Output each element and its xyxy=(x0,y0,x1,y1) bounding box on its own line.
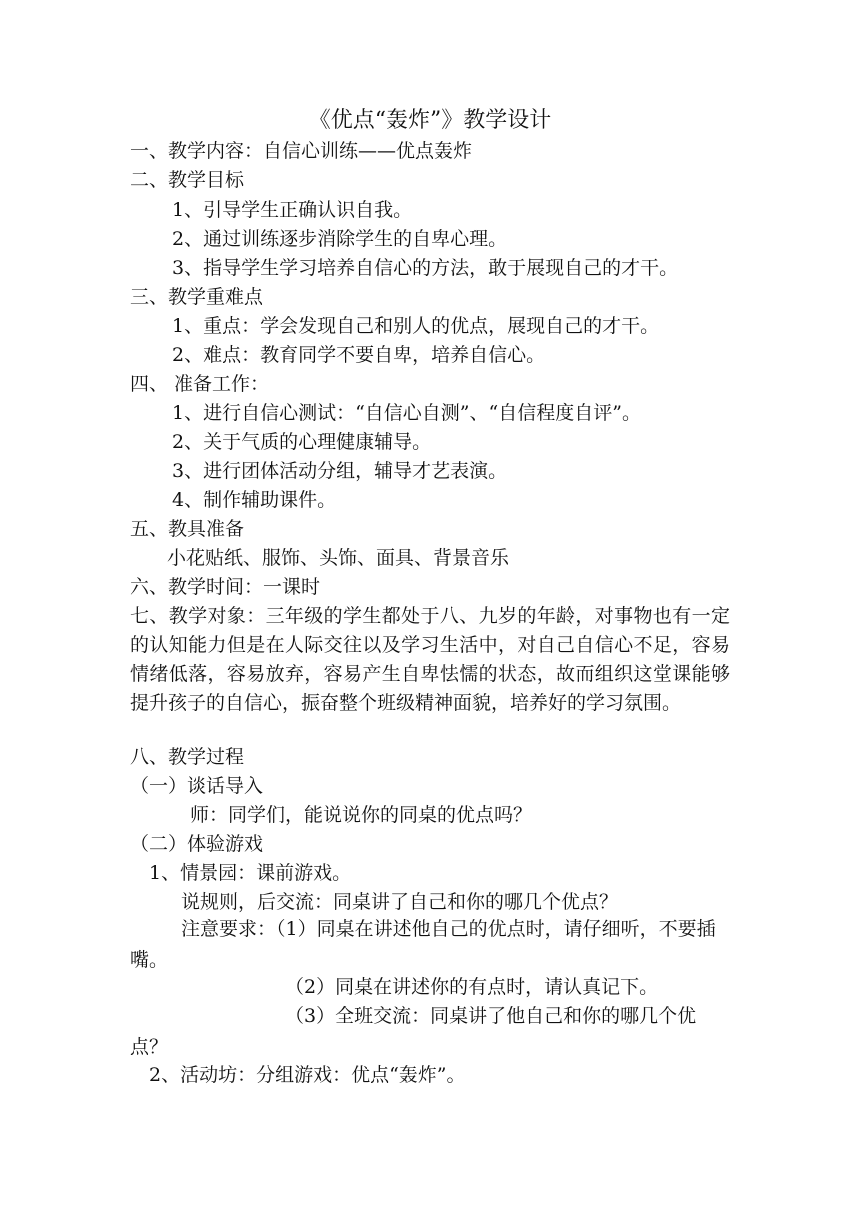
section-5-heading: 五、教具准备 xyxy=(130,518,245,540)
section-4-item: 3、进行团体活动分组，辅导才艺表演。 xyxy=(172,460,508,482)
part-2-heading: （二）体验游戏 xyxy=(130,833,264,855)
section-2-item: 3、指导学生学习培养自信心的方法，敢于展现自己的才干。 xyxy=(172,257,679,279)
part-2-note: 注意要求：（1）同桌在讲述他自己的优点时，请仔细听，不要插嘴。 xyxy=(130,918,716,971)
section-1-heading: 一、教学内容：自信心训练——优点轰炸 xyxy=(130,140,473,162)
part-2-item: 1、情景园：课前游戏。 xyxy=(149,862,352,884)
section-3-heading: 三、教学重难点 xyxy=(130,286,264,308)
section-4-item: 4、制作辅助课件。 xyxy=(172,489,337,511)
part-1-heading: （一）谈话导入 xyxy=(130,775,264,797)
section-5-text: 小花贴纸、服饰、头饰、面具、背景音乐 xyxy=(167,547,510,569)
section-8-heading: 八、教学过程 xyxy=(130,746,245,768)
section-4-heading: 四、 准备工作： xyxy=(130,373,270,395)
part-2-rule: 说规则，后交流：同桌讲了自己和你的哪几个优点？ xyxy=(181,891,619,913)
part-2-note: （3）全班交流：同桌讲了他自己和你的哪几个优点？ xyxy=(130,1005,697,1058)
section-2-item: 1、引导学生正确认识自我。 xyxy=(172,199,413,221)
section-3-item: 2、难点：教育同学不要自卑，培养自信心。 xyxy=(172,344,546,366)
part-2-note: （2）同桌在讲述你的有点时，请认真记下。 xyxy=(285,976,659,998)
section-6-heading: 六、教学时间：一课时 xyxy=(130,576,321,598)
section-3-item: 1、重点：学会发现自己和别人的优点，展现自己的才干。 xyxy=(172,315,660,337)
section-2-item: 2、通过训练逐步消除学生的自卑心理。 xyxy=(172,228,508,250)
part-2-item: 2、活动坊：分组游戏：优点“轰炸”。 xyxy=(149,1064,466,1086)
section-7-paragraph: 七、教学对象：三年级的学生都处于八、九岁的年龄，对事物也有一定的认知能力但是在人际交往以及学习生活中，对自己自信心不足，容易情绪低落，容易放弃，容易产生自卑怯懦的状态，故而组织这堂课能够提升孩子的自信心，振奋整个班级精神面貌，培养好的学习氛围。 xyxy=(130,605,730,714)
section-4-item: 1、进行自信心测试：“自信心自测”、“自信程度自评”。 xyxy=(172,402,641,424)
document-title: 《优点“轰炸”》教学设计 xyxy=(308,108,552,133)
part-1-text: 师：同学们，能说说你的同桌的优点吗？ xyxy=(190,804,533,826)
section-2-heading: 二、教学目标 xyxy=(130,169,245,191)
section-4-item: 2、关于气质的心理健康辅导。 xyxy=(172,431,432,453)
